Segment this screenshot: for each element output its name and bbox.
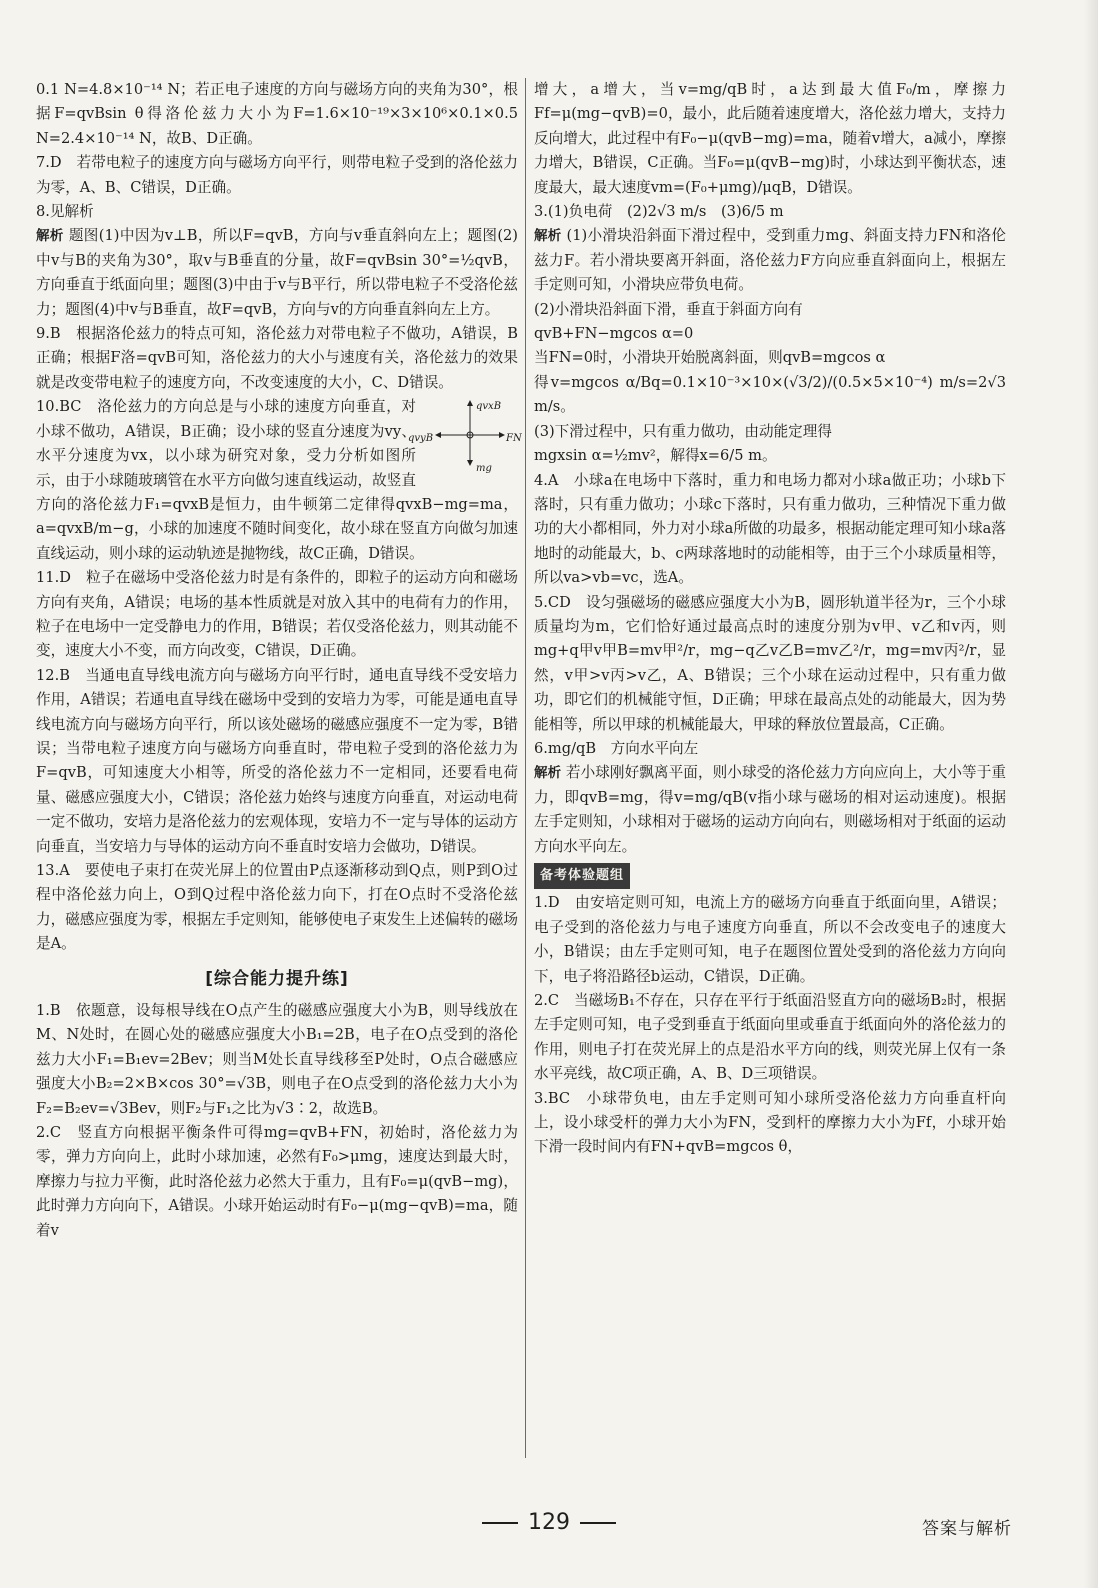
footer-title: 答案与解析 <box>922 1519 1012 1539</box>
force-diagram <box>408 397 522 475</box>
comprehensive-2-continued: 增大，a增大，当v=mg/qB时，a达到最大值F₀/m，摩擦力Ff=μ(mg−qvB)=0，最小，此后随着速度增大，洛伦兹力增大，支持力反向增大，此过程中有F₀−μ(qvB−mg)=ma，随着v增大，a减小，摩擦力增大，B错误，C正确。当F₀=μ(qvB−mg)时，小球达到平衡状态，速度最大，最大速度vm=(F₀+μmg)/μqB，D错误。 <box>534 81 1006 196</box>
label-qvyB: qvyB <box>408 433 434 445</box>
comprehensive-2: 2.C 竖直方向根据平衡条件可得mg=qvB+FN，初始时，洛伦兹力为零，弹力方向向上，此时小球加速，必然有F₀>μmg，速度达到最大时，摩擦力与拉力平衡，此时洛伦兹力必然大于重力，且有F₀=μ(qvB−mg)，此时弹力方向向下，A错误。小球开始运动时有F₀−μ(mg−qvB)=ma，随着v <box>36 1124 518 1239</box>
label-mg: mg <box>476 463 492 475</box>
exam-3: 3.BC 小球带负电，由左手定则可知小球所受洛伦兹力方向垂直杆向上，设小球受杆的弹力大小为FN，受到杆的摩擦力大小为Ff，小球开始下滑一段时间内有FN+qvB=mgcos θ， <box>534 1089 1006 1156</box>
label-qvxB: qvxB <box>476 401 502 413</box>
comprehensive-3-result-v: 得v=mgcos α/Bq=0.1×10⁻³×10×(√3/2)/(0.5×5×10⁻⁴) m/s=2√3 m/s。 <box>534 373 1006 416</box>
answer-9: 9.B 根据洛伦兹力的特点可知，洛伦兹力对带电粒子不做功，A错误，B正确；根据F洛=qvB可知，洛伦兹力的大小与速度有关，洛伦兹力的效果就是改变带电粒子的速度方向，不改变速度的大小，C、D错误。 <box>36 325 518 391</box>
right-column <box>534 78 1006 1160</box>
comprehensive-3-result-x: mgxsin α=½mv²，解得x=6/5 m。 <box>534 447 777 465</box>
answer-6-continued: 0.1 N=4.8×10⁻¹⁴ N；若正电子速度的方向与磁场方向的夹角为30°，根据F=qvBsin θ得洛伦兹力大小为F=1.6×10⁻¹⁹×3×10⁶×0.1×0.5 N=2.4×10⁻¹⁴ N，故B、D正确。 <box>36 81 518 147</box>
answer-10 <box>36 395 522 566</box>
exam-2: 2.C 当磁场B₁不存在，只存在平行于纸面沿竖直方向的磁场B₂时，根据左手定则可知，电子受到垂直于纸面向里或垂直于纸面向外的洛伦兹力的作用，则电子打在荧光屏上的点是沿水平方向的线，则荧光屏上仅有一条水平亮线，故C项正确，A、B、D三项错误。 <box>534 992 1006 1083</box>
comprehensive-3-equation2: 当FN=0时，小滑块开始脱离斜面，则qvB=mgcos α <box>534 349 886 367</box>
answer-13: 13.A 要使电子束打在荧光屏上的位置由P点逐渐移动到Q点，则P到O过程中洛伦兹力向上，O到Q过程中洛伦兹力向下，打在O点时不受洛伦兹力，磁感应强度为零，根据左手定则知，能够使电子束发生上述偏转的磁场是A。 <box>36 862 518 953</box>
page-number-text: 129 <box>528 1510 570 1535</box>
dash-right <box>580 1522 616 1524</box>
answer-7: 7.D 若带电粒子的速度方向与磁场方向平行，则带电粒子受到的洛伦兹力为零，A、B、C错误，D正确。 <box>36 154 518 196</box>
exam-1: 1.D 由安培定则可知，电流上方的磁场方向垂直于纸面向里，A错误；电子受到的洛伦兹力与电子速度方向垂直，所以不会改变电子的速度大小，B错误；由左手定则可知，电子在题图位置处受到的洛伦兹力方向向下，电子将沿路径b运动，C错误，D正确。 <box>534 894 1006 985</box>
comprehensive-3-equation1: qvB+FN−mgcos α=0 <box>534 325 694 343</box>
comprehensive-3-head: 3.(1)负电荷 (2)2√3 m/s (3)6/5 m <box>534 203 784 221</box>
answer-8-body <box>36 224 518 322</box>
section-tag: 备考体验题组 <box>534 863 630 889</box>
force-diagram-arrows <box>422 397 518 473</box>
comprehensive-3-part1 <box>534 224 1006 297</box>
comprehensive-6-head: 6.mg/qB 方向水平向左 <box>534 739 699 757</box>
comprehensive-4: 4.A 小球a在电场中下落时，重力和电场力都对小球a做正功；小球b下落时，只有重力做功；小球c下落时，只有重力做功，三种情况下重力做功的大小都相同，外力对小球a所做的功最多，根据动能定理可知小球a落地时的动能最大，b、c两球落地时的动能相等，由于三个小球质量相等，所以va>vb=vc，选A。 <box>534 471 1006 587</box>
dash-left <box>482 1522 518 1524</box>
analysis-label: 解析 <box>534 765 562 782</box>
answer-8-text: 题图(1)中因为v⊥B，所以F=qvB，方向与v垂直斜向左上；题图(2)中v与B的夹角为30°，取v与B垂直的分量，故F=qvBsin 30°=½qvB，方向垂直于纸面向里；题图(3)中由于v与B平行，所以带电粒子不受洛伦兹力；题图(4)中v与B垂直，故F=qvB，方向与v的方向垂直斜向左上方。 <box>36 227 518 318</box>
answer-12: 12.B 当通电直导线电流方向与磁场方向平行时，通电直导线不受安培力作用，A错误；若通电直导线在磁场中受到的安培力为零，可能是通电直导线电流方向与磁场方向平行，所以该处磁场的磁感应强度不一定为零，B错误；当带电粒子速度方向与磁场方向垂直时，带电粒子受到的洛伦兹力为F=qvB，可知速度大小相等，所受的洛伦兹力不一定相同，还要看电荷量、磁感应强度大小，C错误；洛伦兹力始终与速度方向垂直，对运动电荷一定不做功，安培力是洛伦兹力的宏观体现，安培力不一定与导体的运动方向垂直，当安培力与导体的运动方向不垂直时安培力会做功，D错误。 <box>36 666 518 855</box>
left-column <box>36 78 522 1243</box>
label-FN: FN <box>506 433 522 445</box>
comprehensive-5: 5.CD 设匀强磁场的磁感应强度大小为B，圆形轨道半径为r，三个小球质量均为m，它们恰好通过最高点时的速度分别为v甲、v乙和v丙，则mg+q甲v甲B=mv甲²/r，mg−q乙v乙B=mv乙²/r，mg=mv丙²/r，显然，v甲>v丙>v乙，A、B错误；三个小球在运动过程中，只有重力做功，即它们的机械能守恒，D正确；甲球在最高点处的动能最大，因为势能相等，所以甲球的机械能最大，甲球的释放位置最高，C正确。 <box>534 593 1006 733</box>
comprehensive-6-body <box>534 761 1006 859</box>
comprehensive-1: 1.B 依题意，设每根导线在O点产生的磁感应强度大小为B，则导线放在M、N处时，在圆心处的磁感应强度大小B₁=2B，电子在O点受到的洛伦兹力大小F₁=B₁ev=2Bev；则当M处长直导线移至P处时，O点合磁感应强度大小B₂=2×B×cos 30°=√3B，则电子在O点受到的洛伦兹力大小为F₂=B₂ev=√3Bev，则F₂与F₁之比为√3∶2，故选B。 <box>36 1002 518 1117</box>
comprehensive-3-part2: (2)小滑块沿斜面下滑，垂直于斜面方向有 <box>534 300 803 318</box>
analysis-label: 解析 <box>36 228 64 245</box>
comprehensive-6-text: 若小球刚好飘离平面，则小球受的洛伦兹力方向应向上，大小等于重力，即qvB=mg，得v=mg/qB(v指小球与磁场的相对运动速度)。根据左手定则知，小球相对于磁场的运动方向向右，则磁场相对于纸面的运动方向水平向左。 <box>534 764 1006 855</box>
answer-8-head: 8.见解析 <box>36 203 94 221</box>
comprehensive-3-part1-text: (1)小滑块沿斜面下滑过程中，受到重力mg、斜面支持力FN和洛伦兹力F。若小滑块要离开斜面，洛伦兹力F方向应垂直斜面向上，根据左手定则可知，小滑块应带负电荷。 <box>534 227 1007 294</box>
comprehensive-3-part3: (3)下滑过程中，只有重力做功，由动能定理得 <box>534 422 832 440</box>
answer-10-text: 10.BC 洛伦兹力的方向总是与小球的速度方向垂直，对小球不做功，A错误，B正确；设小球的竖直分速度为vy、水平分速度为vx，以小球为研究对象，受力分析如图所示，由于小球随玻璃管在水平方向做匀速直线运动，故竖直方向的洛伦兹力F₁=qvxB是恒力，由牛顿第二定律得qvxB−mg=ma，a=qvxB/m−g，小球的加速度不随时间变化，故小球在竖直方向做匀加速直线运动，则小球的运动轨迹是抛物线，故C正确，D错误。 <box>36 398 518 562</box>
column-divider <box>525 78 526 1458</box>
page-edge <box>1084 0 1098 1588</box>
answer-11: 11.D 粒子在磁场中受洛伦兹力时是有条件的，即粒子的运动方向和磁场方向有夹角，A错误；电场的基本性质就是对放入其中的电荷有力的作用，粒子在电场中一定受静电力的作用，B错误；若仅受洛伦兹力，则其动能不变，速度大小不变，而方向改变，C错误，D正确。 <box>36 569 518 660</box>
section-title: [综合能力提升练] <box>205 968 349 989</box>
analysis-label: 解析 <box>534 228 562 245</box>
